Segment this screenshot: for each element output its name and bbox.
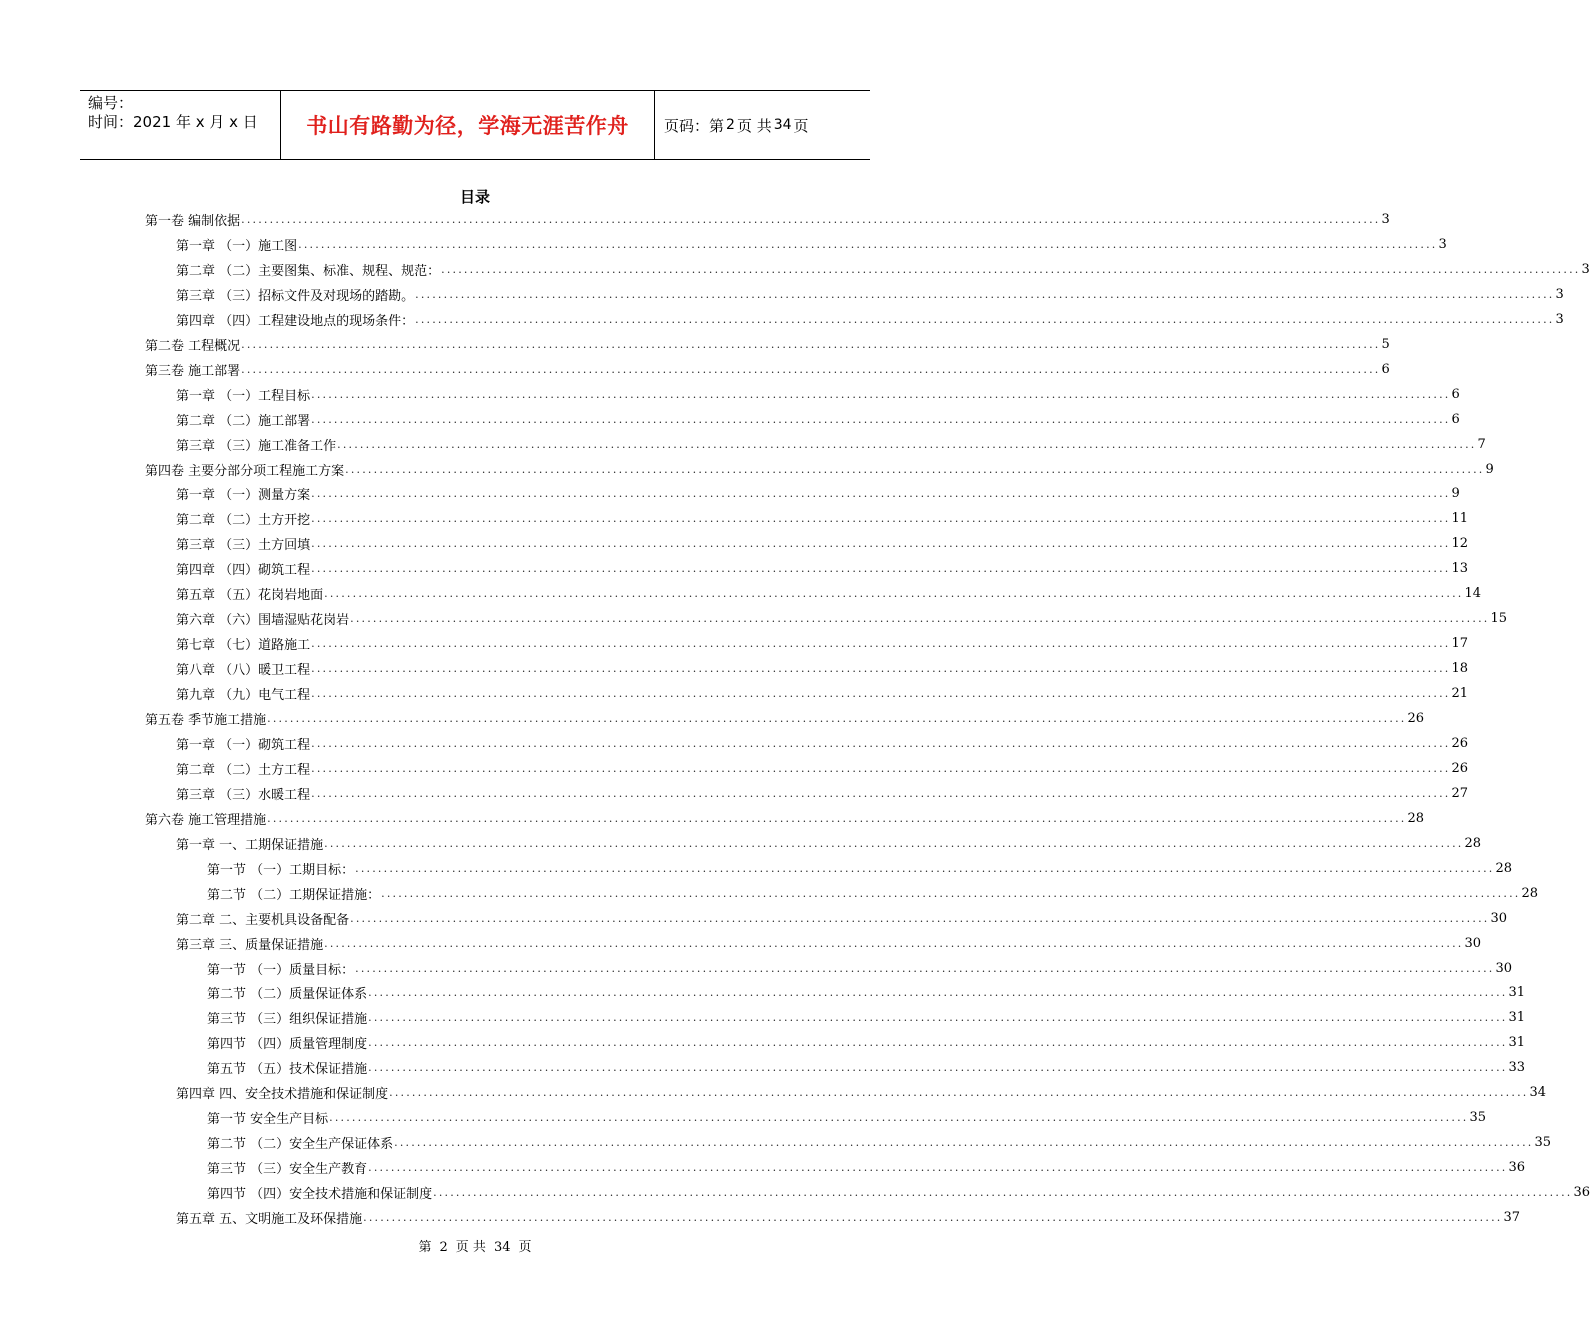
toc-entry-label: 第五章 （五）花岗岩地面 (176, 588, 324, 604)
toc-entry[interactable] (145, 706, 1425, 731)
toc-entry[interactable] (176, 631, 1469, 656)
toc-entry-page: 13 (1451, 561, 1469, 577)
toc-entry-label: 第三节 （三）安全生产教育 (207, 1162, 368, 1178)
footer-prefix: 第 (418, 1240, 432, 1255)
toc-leader-dots: ........................................................................................................................................................................................................ (311, 512, 1451, 526)
toc-title: 目录 (459, 188, 490, 206)
toc-entry-label: 第一卷 编制依据 (145, 214, 241, 229)
toc-leader-dots: ........................................................................................................................................................................................................ (324, 936, 1464, 950)
toc-entry[interactable] (207, 1180, 1590, 1205)
toc-entry[interactable] (176, 756, 1469, 781)
toc-leader-dots: ........................................................................................................................................................................................................ (311, 687, 1451, 701)
toc-entry[interactable] (176, 606, 1508, 631)
toc-leader-dots: ........................................................................................................................................................................................................ (311, 761, 1451, 775)
toc-entry-page: 6 (1451, 386, 1460, 402)
toc-leader-dots: ........................................................................................................................................................................................................ (441, 262, 1581, 276)
toc-entry[interactable] (145, 357, 1390, 382)
toc-entry-label: 第四章 （四）工程建设地点的现场条件： (176, 313, 415, 329)
footer-suffix: 页 (518, 1240, 532, 1255)
toc-entry-label: 第三节 （三）组织保证措施 (207, 1012, 368, 1028)
toc-entry-page: 9 (1485, 461, 1494, 477)
toc-entry-page: 9 (1451, 486, 1460, 502)
toc-leader-dots: ........................................................................................................................................................................................................ (368, 1036, 1508, 1050)
toc-entry[interactable] (207, 881, 1539, 906)
toc-entry-label: 第二节 （二）工期保证措施： (207, 887, 381, 903)
toc-entry-page: 6 (1451, 411, 1460, 427)
toc-entry-page: 30 (1464, 935, 1482, 951)
toc-entry[interactable] (176, 656, 1469, 681)
toc-leader-dots: ........................................................................................................................................................................................................ (311, 662, 1451, 676)
toc-leader-dots: ........................................................................................................................................................................................................ (241, 337, 1381, 351)
toc-entry-label: 第一章 （一）施工图 (176, 238, 298, 254)
toc-entry[interactable] (176, 432, 1486, 457)
toc-entry-page: 30 (1490, 910, 1508, 926)
header-motto: 书山有路勤为径，学海无涯苦作舟 (281, 91, 655, 159)
toc-entry-label: 第二章 （二）土方工程 (176, 762, 311, 778)
toc-entry-label: 第七章 （七）道路施工 (176, 638, 311, 654)
toc-entry-page: 3 (1555, 286, 1564, 302)
toc-entry-page: 14 (1464, 586, 1482, 602)
toc-entry-page: 26 (1451, 760, 1469, 776)
toc-entry-page: 36 (1508, 1160, 1526, 1176)
toc-entry-label: 第二章 二、主要机具设备配备 (176, 912, 350, 928)
toc-leader-dots: ........................................................................................................................................................................................................ (368, 1011, 1508, 1025)
toc-leader-dots: ........................................................................................................................................................................................................ (389, 1086, 1529, 1100)
toc-entry[interactable] (176, 282, 1564, 307)
toc-entry[interactable] (176, 831, 1482, 856)
page-mid: 页 共 (736, 116, 772, 135)
toc-entry-label: 第二章 （二）施工部署 (176, 413, 311, 429)
toc-entry[interactable] (176, 781, 1469, 806)
toc-entry[interactable] (176, 407, 1460, 432)
toc-entry-label: 第四章 四、安全技术措施和保证制度 (176, 1087, 389, 1103)
toc-entry-page: 26 (1451, 735, 1469, 751)
toc-leader-dots: ........................................................................................................................................................................................................ (329, 1111, 1469, 1125)
toc-entry-page: 28 (1521, 885, 1539, 901)
toc-leader-dots: ........................................................................................................................................................................................................ (350, 911, 1490, 925)
toc-entry[interactable] (145, 207, 1390, 232)
toc-entry[interactable] (145, 806, 1425, 831)
toc-entry-label: 第九章 （九）电气工程 (176, 688, 311, 704)
toc-entry[interactable] (207, 1155, 1526, 1180)
toc-entry-label: 第五节 （五）技术保证措施 (207, 1062, 368, 1078)
toc-entry[interactable] (176, 681, 1469, 706)
toc-entry-page: 36 (1573, 1185, 1590, 1201)
toc-entry[interactable] (176, 1080, 1547, 1105)
toc-entry[interactable] (176, 257, 1590, 282)
toc-entry-label: 第三章 三、质量保证措施 (176, 937, 324, 953)
toc-leader-dots: ........................................................................................................................................................................................................ (324, 587, 1464, 601)
toc-entry[interactable] (207, 1130, 1552, 1155)
toc-entry-page: 28 (1464, 835, 1482, 851)
toc-leader-dots: ........................................................................................................................................................................................................ (415, 287, 1555, 301)
toc-entry-page: 11 (1451, 511, 1469, 527)
toc-entry-label: 第六卷 施工管理措施 (145, 812, 267, 828)
toc-leader-dots: ........................................................................................................................................................................................................ (311, 537, 1451, 551)
toc-entry-page: 6 (1381, 361, 1390, 377)
toc-leader-dots: ........................................................................................................................................................................................................ (345, 462, 1485, 476)
toc-entry-label: 第四卷 主要分部分项工程施工方案 (145, 463, 345, 479)
toc-entry[interactable] (207, 1005, 1526, 1030)
toc-leader-dots: ........................................................................................................................................................................................................ (311, 736, 1451, 750)
toc-leader-dots: ........................................................................................................................................................................................................ (311, 387, 1451, 401)
toc-entry-label: 第三章 （三）水暖工程 (176, 787, 311, 803)
toc-entry[interactable] (207, 980, 1526, 1005)
toc-entry[interactable] (176, 531, 1469, 556)
toc-entry-page: 3 (1555, 311, 1564, 327)
toc-entry[interactable] (176, 382, 1460, 407)
toc-entry-label: 第二卷 工程概况 (145, 338, 241, 354)
toc-entry-label: 第一章 （一）砌筑工程 (176, 737, 311, 753)
toc-entry[interactable] (145, 332, 1390, 357)
toc-leader-dots: ........................................................................................................................................................................................................ (324, 836, 1464, 850)
toc-entry-label: 第五卷 季节施工措施 (145, 713, 267, 728)
toc-entry-page: 7 (1477, 436, 1486, 452)
header-table (80, 90, 870, 160)
toc-leader-dots: ........................................................................................................................................................................................................ (355, 961, 1495, 975)
toc-entry[interactable] (176, 731, 1469, 756)
toc-leader-dots: ........................................................................................................................................................................................................ (368, 986, 1508, 1000)
toc-entry-page: 31 (1508, 985, 1526, 1001)
document-code-label: 编号： (88, 94, 134, 112)
toc-entry-page: 33 (1508, 1060, 1526, 1076)
toc-entry-page: 15 (1490, 611, 1508, 627)
toc-entry[interactable] (176, 906, 1508, 931)
toc-entry-label: 第二节 （二）质量保证体系 (207, 987, 368, 1003)
toc-leader-dots: ........................................................................................................................................................................................................ (311, 786, 1451, 800)
toc-entry-page: 28 (1407, 810, 1425, 826)
header-info-cell (80, 91, 281, 159)
page-prefix: 页码：第 (664, 116, 725, 135)
toc-entry[interactable] (176, 232, 1447, 257)
document-time: 时间：2021 年 x 月 x 日 (88, 113, 258, 131)
toc-entry[interactable] (176, 931, 1482, 956)
toc-entry-label: 第四节 （四）安全技术措施和保证制度 (207, 1187, 433, 1203)
toc-entry-page: 5 (1381, 336, 1390, 352)
toc-entry-label: 第二节 （二）安全生产保证体系 (207, 1137, 394, 1153)
page-suffix: 页 (793, 116, 809, 135)
toc-entry-label: 第一章 （一）测量方案 (176, 488, 311, 504)
toc-entry[interactable] (176, 556, 1469, 581)
toc-entry-page: 27 (1451, 785, 1469, 801)
toc-entry-label: 第一章 一、工期保证措施 (176, 837, 324, 853)
toc-entry-label: 第三章 （三）土方回填 (176, 538, 311, 554)
toc-entry-label: 第八章 （八）暖卫工程 (176, 663, 311, 679)
toc-leader-dots: ........................................................................................................................................................................................................ (241, 362, 1381, 376)
toc-leader-dots: ........................................................................................................................................................................................................ (433, 1186, 1573, 1200)
toc-entry-page: 3 (1581, 261, 1590, 277)
toc-entry-page: 31 (1508, 1010, 1526, 1026)
page-number: 2 (726, 117, 735, 133)
toc-leader-dots: ........................................................................................................................................................................................................ (298, 237, 1438, 251)
toc-entry[interactable] (207, 1030, 1526, 1055)
footer-page: 2 (439, 1240, 448, 1255)
toc-entry-label: 第二章 （二）主要图集、标准、规程、规范： (176, 263, 441, 279)
toc-entry-page: 30 (1495, 960, 1513, 976)
toc-leader-dots: ........................................................................................................................................................................................................ (241, 213, 1381, 226)
toc-entry-label: 第五章 五、文明施工及环保措施 (176, 1212, 363, 1227)
toc-entry[interactable] (176, 506, 1469, 531)
toc-leader-dots: ........................................................................................................................................................................................................ (415, 312, 1555, 326)
footer-total: 34 (493, 1240, 511, 1255)
toc-entry-label: 第三卷 施工部署 (145, 363, 241, 379)
toc-leader-dots: ........................................................................................................................................................................................................ (368, 1161, 1508, 1175)
toc-leader-dots: ........................................................................................................................................................................................................ (311, 487, 1451, 501)
toc-leader-dots: ........................................................................................................................................................................................................ (311, 412, 1451, 426)
toc-entry-label: 第一节 （一）工期目标： (207, 862, 355, 878)
toc-entry-page: 12 (1451, 536, 1469, 552)
toc-entry[interactable] (176, 481, 1460, 506)
toc-leader-dots: ........................................................................................................................................................................................................ (267, 811, 1407, 825)
toc-leader-dots: ........................................................................................................................................................................................................ (311, 637, 1451, 651)
toc-leader-dots: ........................................................................................................................................................................................................ (363, 1211, 1503, 1224)
toc-entry-page: 28 (1495, 860, 1513, 876)
page-total: 34 (773, 117, 792, 133)
toc-leader-dots: ........................................................................................................................................................................................................ (337, 437, 1477, 451)
toc-entry-label: 第三章 （三）招标文件及对现场的踏勘。 (176, 288, 415, 304)
toc-entry[interactable] (145, 457, 1494, 482)
toc-entry[interactable] (207, 1105, 1487, 1130)
toc-leader-dots: ........................................................................................................................................................................................................ (355, 861, 1495, 875)
toc-entry-label: 第三章 （三）施工准备工作 (176, 438, 337, 454)
toc-entry-label: 第四章 （四）砌筑工程 (176, 563, 311, 579)
toc-entry-label: 第一章 （一）工程目标 (176, 388, 311, 404)
toc-entry-label: 第四节 （四）质量管理制度 (207, 1037, 368, 1053)
toc-entry-page: 3 (1438, 236, 1447, 252)
toc-entry-page: 3 (1381, 212, 1390, 227)
toc-entry[interactable] (207, 856, 1513, 881)
toc-leader-dots: ........................................................................................................................................................................................................ (311, 562, 1451, 576)
toc-leader-dots: ........................................................................................................................................................................................................ (394, 1136, 1534, 1150)
toc-entry-page: 31 (1508, 1035, 1526, 1051)
toc-entry-label: 第一节 （一）质量目标： (207, 962, 355, 978)
toc-leader-dots: ........................................................................................................................................................................................................ (350, 612, 1490, 626)
toc-entry[interactable] (176, 581, 1482, 606)
toc-leader-dots: ........................................................................................................................................................................................................ (381, 886, 1521, 900)
toc-entry[interactable] (176, 307, 1564, 332)
page-footer (0, 1236, 950, 1255)
toc-entry[interactable] (176, 1205, 1521, 1230)
toc-entry-page: 37 (1503, 1210, 1521, 1225)
toc-entry-page: 35 (1534, 1135, 1552, 1151)
toc-entry-page: 35 (1469, 1110, 1487, 1126)
toc-entry[interactable] (207, 1055, 1526, 1080)
header-page-info (655, 91, 870, 159)
toc-entry-page: 26 (1407, 711, 1425, 726)
footer-mid: 页 共 (455, 1240, 486, 1255)
toc-entry-page: 21 (1451, 686, 1469, 702)
toc-entry-label: 第一节 安全生产目标 (207, 1112, 329, 1128)
toc-leader-dots: ........................................................................................................................................................................................................ (368, 1061, 1508, 1075)
toc-entry-label: 第二章 （二）土方开挖 (176, 513, 311, 529)
toc-entry-label: 第六章 （六）围墙湿贴花岗岩 (176, 613, 350, 629)
toc-entry-page: 34 (1529, 1085, 1547, 1101)
toc-leader-dots: ........................................................................................................................................................................................................ (267, 712, 1407, 725)
toc-entry[interactable] (207, 956, 1513, 981)
toc-entry-page: 17 (1451, 636, 1469, 652)
toc-entry-page: 18 (1451, 661, 1469, 677)
